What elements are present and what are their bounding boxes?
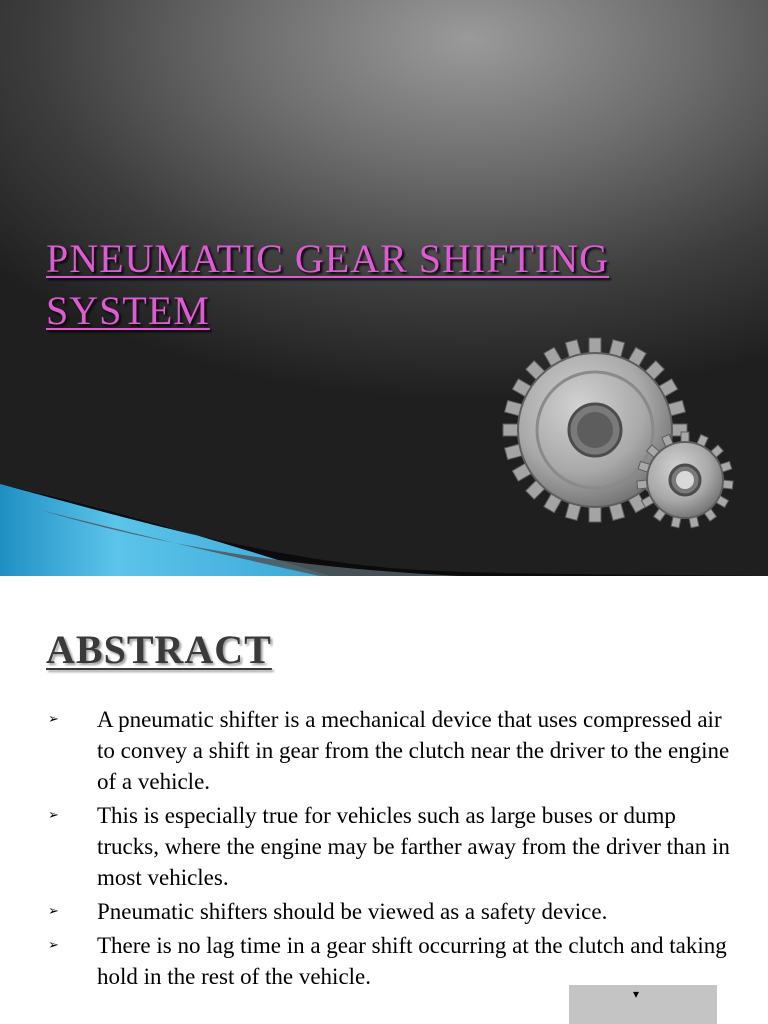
bullet-text: Pneumatic shifters should be viewed as a safety device.: [97, 899, 608, 924]
bullet-text: This is especially true for vehicles such as large buses or dump trucks, where the engine may be farther away from the driver than in most vehicles.: [97, 803, 730, 890]
bullet-item: [46, 930, 736, 992]
title-line-1: PNEUMATIC GEAR SHIFTING: [46, 236, 610, 281]
abstract-bullet-list: [46, 704, 736, 995]
abstract-slide: [0, 576, 768, 1024]
bullet-item: [46, 704, 736, 797]
bullet-text: There is no lag time in a gear shift occurring at the clutch and taking hold in the rest of the vehicle.: [97, 933, 727, 989]
cursor-icon: ▾: [633, 987, 640, 1001]
bullet-arrow-icon: ➢: [48, 712, 59, 727]
slide-title: [46, 233, 736, 337]
bullet-item: [46, 896, 736, 927]
bullet-text: A pneumatic shifter is a mechanical device that uses compressed air to convey a shift in gear from the clutch near the driver to the engine of a vehicle.: [97, 707, 730, 794]
bullet-arrow-icon: ➢: [48, 938, 59, 953]
bullet-item: [46, 800, 736, 893]
title-line-2: SYSTEM: [46, 288, 210, 333]
abstract-heading: ABSTRACT: [46, 627, 272, 672]
bullet-arrow-icon: ➢: [48, 904, 59, 919]
gears-icon: [500, 330, 740, 550]
footer-box: [569, 985, 717, 1024]
bullet-arrow-icon: ➢: [48, 808, 59, 823]
